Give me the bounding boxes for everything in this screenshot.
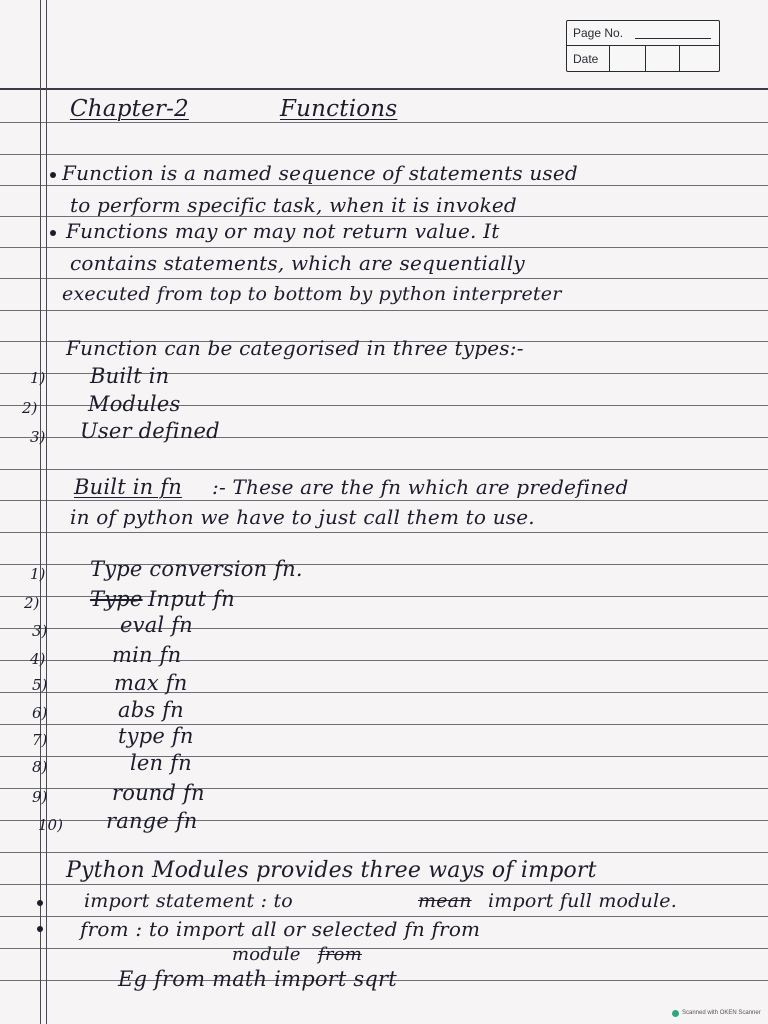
list-number: 3) [30,428,46,446]
note-line: contains statements, which are sequentially [70,251,525,275]
list-item: type fn [118,724,194,748]
note-line: Function is a named sequence of statements used [62,161,578,185]
scanner-logo-icon [672,1010,679,1017]
list-number: 6) [32,704,48,722]
list-number: 7) [32,731,48,749]
list-item: len fn [130,751,192,775]
note-line: module [232,944,301,965]
list-number: 10) [38,816,63,834]
chapter-heading: Chapter-2 [70,96,189,122]
bullet [37,900,43,906]
note-line: executed from top to bottom by python interpreter [62,283,562,305]
list-number: 2) [24,594,40,612]
margin-line [46,0,47,1024]
bullet [50,230,56,236]
page-date-box [566,20,720,72]
note-line: Python Modules provides three ways of import [66,858,597,883]
example-line: Eg from math import sqrt [118,967,397,991]
list-item: Built in [90,364,170,388]
note-line: import full module. [488,890,677,912]
note-line: to perform specific task, when it is invoked [70,193,517,217]
note-line: Function can be categorised in three types:- [66,336,524,360]
page-no-label: Page No. [573,26,624,40]
list-number: 1) [30,369,46,387]
note-line: :- These are the fn which are predefined [212,475,629,499]
topic-heading: Functions [280,96,398,122]
struck-word: mean [418,890,472,912]
list-item: Modules [88,392,181,416]
scanner-watermark: Scanned with OKEN Scanner [682,1010,761,1016]
list-item: Type conversion fn. [90,557,303,581]
note-line: from : to import all or selected fn from [80,917,481,941]
list-item: Input fn [148,587,235,611]
note-line: import statement : to [84,890,293,912]
list-item: max fn [114,671,188,695]
list-item: round fn [112,781,205,805]
list-number: 1) [30,565,46,583]
list-item: abs fn [118,698,184,722]
list-number: 4) [30,650,46,668]
list-item: eval fn [120,613,193,637]
list-number: 5) [32,676,48,694]
list-item: range fn [106,809,198,833]
note-line: Functions may or may not return value. It [66,219,500,243]
note-line: in of python we have to just call them to use. [70,505,535,529]
date-label: Date [573,52,599,66]
list-number: 8) [32,758,48,776]
list-item: min fn [112,643,182,667]
list-number: 9) [32,788,48,806]
margin-line [40,0,41,1024]
list-number: 2) [22,399,38,417]
struck-word: Type [90,587,143,611]
list-number: 3) [32,622,48,640]
list-item: User defined [80,419,220,443]
bullet [50,172,56,178]
struck-word: from [318,944,362,965]
section-heading: Built in fn [74,475,182,499]
bullet [37,926,43,932]
